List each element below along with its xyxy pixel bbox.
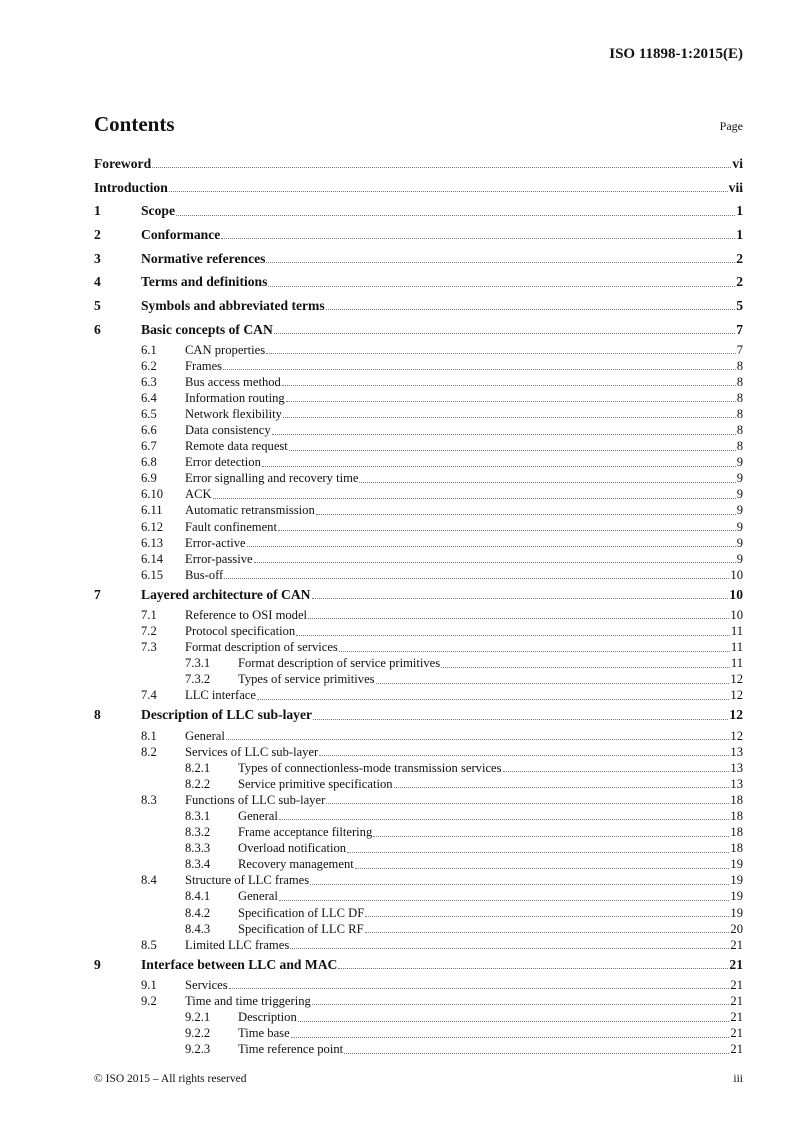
toc-entry-number: 6.2 (141, 358, 157, 373)
toc-entry-title[interactable]: Overload notification (238, 841, 347, 856)
toc-entry-page: 13 (730, 744, 743, 759)
toc-entry[interactable] (94, 776, 743, 792)
dot-leader (326, 803, 729, 804)
toc-entry-page: 8 (736, 439, 743, 454)
toc-entry[interactable] (94, 199, 743, 223)
toc-entry-number: 9.2.3 (185, 1042, 211, 1057)
toc-entry-title[interactable]: Remote data request (185, 439, 288, 454)
toc-entry-title[interactable]: Introduction (94, 179, 168, 195)
toc-entry-number: 9.2.1 (185, 1010, 211, 1025)
toc-entry[interactable] (94, 502, 743, 518)
dot-leader (344, 1053, 729, 1054)
dot-leader (326, 309, 736, 310)
toc-entry-number: 8.4.1 (185, 889, 211, 904)
toc-entry[interactable] (94, 687, 743, 703)
toc-entry[interactable] (94, 390, 743, 406)
dot-leader (313, 719, 728, 720)
toc-entry-number: 8 (94, 707, 101, 723)
toc-entry[interactable] (94, 905, 743, 921)
toc-entry-title[interactable]: Foreword (94, 155, 152, 171)
copyright-notice: © ISO 2015 – All rights reserved (94, 1073, 247, 1085)
toc-entry-page: 21 (729, 956, 743, 972)
toc-entry-title[interactable]: Time base (238, 1026, 290, 1041)
toc-entry[interactable] (94, 318, 743, 342)
toc-entry-title[interactable]: Time reference point (238, 1042, 344, 1057)
toc-entry[interactable] (94, 872, 743, 888)
toc-entry[interactable] (94, 623, 743, 639)
toc-entry-title[interactable]: Protocol specification (185, 624, 296, 639)
toc-entry[interactable] (94, 470, 743, 486)
toc-entry[interactable] (94, 937, 743, 953)
toc-entry-title[interactable]: Error detection (185, 455, 261, 470)
toc-entry-page: 11 (730, 624, 743, 639)
dot-leader (338, 968, 728, 969)
dot-leader (365, 932, 730, 933)
toc-entry-title[interactable]: Specification of LLC DF (238, 905, 365, 920)
dot-leader (316, 514, 736, 515)
toc-entry-page: 5 (736, 297, 743, 313)
dot-leader (278, 530, 736, 531)
toc-entry-number: 8.4.2 (185, 905, 211, 920)
dot-leader (289, 450, 736, 451)
dot-leader (441, 667, 730, 668)
toc-entry-number: 6.11 (141, 503, 163, 518)
toc-entry-page: 13 (730, 776, 743, 791)
toc-entry[interactable] (94, 1009, 743, 1025)
dot-leader (296, 635, 730, 636)
dot-leader (319, 755, 729, 756)
toc-entry[interactable] (94, 223, 743, 247)
toc-entry-title[interactable]: Reference to OSI model (185, 607, 308, 622)
dot-leader (268, 286, 735, 287)
toc-entry-number: 6 (94, 321, 101, 337)
toc-entry-page: 18 (730, 808, 743, 823)
toc-entry-title[interactable]: Data consistency (185, 423, 271, 438)
toc-entry-title[interactable]: Network flexibility (185, 406, 282, 421)
toc-entry-number: 2 (94, 226, 101, 242)
toc-entry-number: 7.1 (141, 607, 157, 622)
dot-leader (274, 333, 735, 334)
toc-entry[interactable] (94, 993, 743, 1009)
toc-entry-title[interactable]: Services of LLC sub-layer (185, 744, 319, 759)
dot-leader (339, 651, 730, 652)
toc-entry-number: 8.3.4 (185, 857, 211, 872)
toc-entry-number: 7.4 (141, 688, 157, 703)
toc-entry-page: 7 (736, 342, 743, 357)
dot-leader (365, 916, 729, 917)
dot-leader (223, 369, 736, 370)
toc-entry-page: 21 (730, 1026, 743, 1041)
dot-leader (359, 482, 735, 483)
toc-entry-number: 8.3.2 (185, 825, 211, 840)
toc-entry-title[interactable]: Description (238, 1010, 297, 1025)
toc-entry[interactable] (94, 567, 743, 583)
toc-entry-page: 11 (730, 656, 743, 671)
dot-leader (291, 1037, 730, 1038)
toc-entry-title[interactable]: ACK (185, 487, 212, 502)
dot-leader (312, 1004, 730, 1005)
toc-entry-title[interactable]: Service primitive specification (238, 776, 393, 791)
toc-entry[interactable] (94, 921, 743, 937)
toc-entry[interactable] (94, 808, 743, 824)
toc-entry-page: 1 (736, 203, 743, 219)
dot-leader (286, 401, 736, 402)
toc-entry-page: 18 (730, 841, 743, 856)
toc-entry[interactable] (94, 760, 743, 776)
toc-entry-page: 12 (730, 728, 743, 743)
toc-entry-page: vi (732, 155, 743, 171)
toc-entry-title[interactable]: Error-active (185, 535, 246, 550)
toc-entry[interactable] (94, 703, 743, 727)
toc-entry-page: 13 (730, 760, 743, 775)
toc-entry-title[interactable]: Description of LLC sub-layer (141, 707, 313, 723)
toc-entry-page: 21 (730, 993, 743, 1008)
toc-entry-page: 10 (730, 567, 743, 582)
dot-leader (279, 900, 730, 901)
toc-entry-number: 6.7 (141, 439, 157, 454)
toc-entry[interactable] (94, 639, 743, 655)
dot-leader (376, 683, 730, 684)
dot-leader (221, 238, 735, 239)
toc-entry-title[interactable]: Basic concepts of CAN (141, 321, 273, 337)
toc-entry-title[interactable]: Frames (185, 358, 223, 373)
toc-entry-page: 1 (736, 226, 743, 242)
toc-entry-number: 6.14 (141, 551, 164, 566)
page-column-label: Page (719, 119, 743, 133)
toc-entry[interactable] (94, 744, 743, 760)
toc-entry-number: 7.3.1 (185, 656, 211, 671)
toc-entry[interactable] (94, 176, 743, 200)
toc-entry-page: 21 (730, 1010, 743, 1025)
dot-leader (355, 868, 730, 869)
toc-entry-page: vii (728, 179, 743, 195)
dot-leader (279, 819, 730, 820)
toc-entry-number: 6.4 (141, 390, 157, 405)
toc-entry[interactable] (94, 294, 743, 318)
toc-entry-number: 7.3.2 (185, 672, 211, 687)
dot-leader (310, 884, 729, 885)
toc-entry-title[interactable]: General (238, 889, 278, 904)
toc-entry-page: 19 (730, 873, 743, 888)
toc-entry-number: 6.13 (141, 535, 164, 550)
toc-entry-page: 19 (730, 857, 743, 872)
toc-entry-title[interactable]: Bus-off (185, 567, 224, 582)
dot-leader (298, 1021, 730, 1022)
toc-entry-title[interactable]: Conformance (141, 226, 221, 242)
page-title: Contents (94, 112, 175, 136)
toc-entry-title[interactable]: Layered architecture of CAN (141, 586, 311, 602)
toc-entry-page: 10 (730, 607, 743, 622)
toc-entry-page: 18 (730, 825, 743, 840)
toc-entry[interactable] (94, 406, 743, 422)
toc-entry-page: 20 (730, 921, 743, 936)
toc-entry[interactable] (94, 671, 743, 687)
dot-leader (169, 191, 728, 192)
toc-entry-title[interactable]: Bus access method (185, 374, 281, 389)
toc-entry-page: 18 (730, 792, 743, 807)
toc-entry-number: 9 (94, 956, 101, 972)
toc-entry-page: 8 (736, 358, 743, 373)
toc-entry-page: 9 (736, 455, 743, 470)
toc-entry-number: 8.2.2 (185, 776, 211, 791)
toc-entry[interactable] (94, 888, 743, 904)
dot-leader (176, 215, 735, 216)
page-number: iii (733, 1073, 743, 1085)
toc-entry-page: 11 (730, 640, 743, 655)
toc-entry[interactable] (94, 247, 743, 271)
dot-leader (226, 739, 730, 740)
toc-entry-number: 6.10 (141, 487, 164, 502)
toc-entry-title[interactable]: Specification of LLC RF (238, 921, 364, 936)
toc-entry-number: 8.5 (141, 937, 157, 952)
dot-leader (229, 988, 730, 989)
toc-entry-number: 8.4.3 (185, 921, 211, 936)
table-of-contents (94, 152, 743, 1057)
toc-entry-number: 9.2 (141, 993, 157, 1008)
toc-entry-number: 7.3 (141, 640, 157, 655)
toc-entry[interactable] (94, 953, 743, 977)
toc-entry-page: 12 (730, 672, 743, 687)
toc-entry[interactable] (94, 486, 743, 502)
toc-entry-title[interactable]: Fault confinement (185, 519, 277, 534)
toc-entry-title[interactable]: Format description of service primitives (238, 656, 441, 671)
toc-entry-number: 6.5 (141, 406, 157, 421)
toc-entry[interactable] (94, 655, 743, 671)
toc-entry-number: 8.2.1 (185, 760, 211, 775)
dot-leader (272, 434, 736, 435)
toc-entry-page: 9 (736, 551, 743, 566)
toc-entry-number: 5 (94, 297, 101, 313)
toc-entry-title[interactable]: Types of connectionless-mode transmission services (238, 760, 502, 775)
dot-leader (266, 353, 736, 354)
toc-entry-title[interactable]: Recovery management (238, 857, 354, 872)
toc-entry-number: 6.1 (141, 342, 157, 357)
toc-entry[interactable] (94, 358, 743, 374)
toc-entry-title[interactable]: CAN properties (185, 342, 266, 357)
toc-entry-number: 9.2.2 (185, 1026, 211, 1041)
dot-leader (503, 771, 730, 772)
toc-entry-page: 19 (730, 905, 743, 920)
dot-leader (262, 466, 736, 467)
toc-entry-page: 21 (730, 937, 743, 952)
toc-entry-title[interactable]: Normative references (141, 250, 266, 266)
toc-entry-page: 8 (736, 390, 743, 405)
toc-entry-number: 8.4 (141, 873, 157, 888)
toc-entry-title[interactable]: Interface between LLC and MAC (141, 956, 338, 972)
toc-entry[interactable] (94, 519, 743, 535)
toc-entry[interactable] (94, 270, 743, 294)
toc-entry-number: 6.9 (141, 471, 157, 486)
toc-entry[interactable] (94, 342, 743, 358)
dot-leader (247, 546, 736, 547)
toc-entry[interactable] (94, 374, 743, 390)
toc-entry-number: 1 (94, 203, 101, 219)
toc-entry[interactable] (94, 583, 743, 607)
toc-entry[interactable] (94, 977, 743, 993)
toc-entry-title[interactable]: Limited LLC frames (185, 937, 290, 952)
document-id: ISO 11898-1:2015(E) (609, 46, 743, 62)
dot-leader (266, 262, 735, 263)
dot-leader (254, 562, 736, 563)
toc-entry-number: 8.2 (141, 744, 157, 759)
toc-entry-title[interactable]: General (238, 808, 278, 823)
toc-entry[interactable] (94, 535, 743, 551)
toc-entry-number: 8.3.1 (185, 808, 211, 823)
toc-entry[interactable] (94, 840, 743, 856)
toc-entry-title[interactable]: Automatic retransmission (185, 503, 315, 518)
toc-entry[interactable] (94, 792, 743, 808)
toc-entry-number: 8.3 (141, 792, 157, 807)
toc-entry[interactable] (94, 422, 743, 438)
toc-entry-number: 6.6 (141, 423, 157, 438)
toc-entry[interactable] (94, 152, 743, 176)
toc-entry-number: 7.2 (141, 624, 157, 639)
toc-entry-title[interactable]: Error-passive (185, 551, 253, 566)
toc-entry[interactable] (94, 824, 743, 840)
toc-entry-page: 9 (736, 471, 743, 486)
toc-entry-title[interactable]: Time and time triggering (185, 993, 311, 1008)
dot-leader (283, 417, 736, 418)
toc-entry-page: 9 (736, 519, 743, 534)
dot-leader (373, 836, 729, 837)
toc-entry[interactable] (94, 856, 743, 872)
toc-entry-page: 9 (736, 535, 743, 550)
toc-entry-page: 19 (730, 889, 743, 904)
toc-entry-number: 3 (94, 250, 101, 266)
toc-entry-page: 9 (736, 503, 743, 518)
toc-entry-page: 2 (736, 250, 743, 266)
dot-leader (224, 578, 729, 579)
toc-entry[interactable] (94, 551, 743, 567)
dot-leader (290, 948, 729, 949)
toc-entry-page: 12 (730, 688, 743, 703)
toc-entry-page: 8 (736, 423, 743, 438)
toc-entry-title[interactable]: Functions of LLC sub-layer (185, 792, 326, 807)
toc-entry[interactable] (94, 1025, 743, 1041)
toc-entry-number: 8.1 (141, 728, 157, 743)
toc-entry-number: 7 (94, 586, 101, 602)
toc-entry-title[interactable]: Error signalling and recovery time (185, 471, 359, 486)
toc-entry-page: 7 (736, 321, 743, 337)
toc-entry-page: 12 (729, 707, 743, 723)
toc-entry-number: 4 (94, 274, 101, 290)
toc-entry-number: 6.12 (141, 519, 164, 534)
toc-entry-title[interactable]: General (185, 728, 225, 743)
dot-leader (152, 167, 731, 168)
dot-leader (282, 385, 736, 386)
toc-entry[interactable] (94, 454, 743, 470)
toc-entry-page: 2 (736, 274, 743, 290)
toc-entry-title[interactable]: Symbols and abbreviated terms (141, 297, 325, 313)
toc-entry-title[interactable]: Services (185, 977, 228, 992)
toc-entry[interactable] (94, 1041, 743, 1057)
dot-leader (308, 618, 729, 619)
toc-entry-page: 8 (736, 406, 743, 421)
toc-entry-title[interactable]: Structure of LLC frames (185, 873, 310, 888)
toc-entry-page: 8 (736, 374, 743, 389)
dot-leader (394, 787, 730, 788)
dot-leader (257, 699, 729, 700)
toc-entry-number: 6.3 (141, 374, 157, 389)
toc-entry[interactable] (94, 727, 743, 743)
toc-entry-title[interactable]: Terms and definitions (141, 274, 268, 290)
toc-entry-number: 8.3.3 (185, 841, 211, 856)
dot-leader (213, 498, 736, 499)
toc-entry-title[interactable]: LLC interface (185, 688, 256, 703)
toc-entry-number: 9.1 (141, 977, 157, 992)
toc-entry-title[interactable]: Format description of services (185, 640, 338, 655)
toc-entry-page: 21 (730, 977, 743, 992)
toc-entry[interactable] (94, 607, 743, 623)
toc-entry-title[interactable]: Scope (141, 203, 175, 219)
toc-entry-page: 9 (736, 487, 743, 502)
toc-entry-number: 6.8 (141, 455, 157, 470)
toc-entry-title[interactable]: Types of service primitives (238, 672, 375, 687)
dot-leader (312, 598, 729, 599)
toc-entry[interactable] (94, 438, 743, 454)
toc-entry-title[interactable]: Information routing (185, 390, 285, 405)
dot-leader (347, 852, 729, 853)
toc-entry-page: 21 (730, 1042, 743, 1057)
toc-entry-page: 10 (729, 586, 743, 602)
toc-entry-number: 6.15 (141, 567, 164, 582)
toc-entry-title[interactable]: Frame acceptance filtering (238, 825, 373, 840)
